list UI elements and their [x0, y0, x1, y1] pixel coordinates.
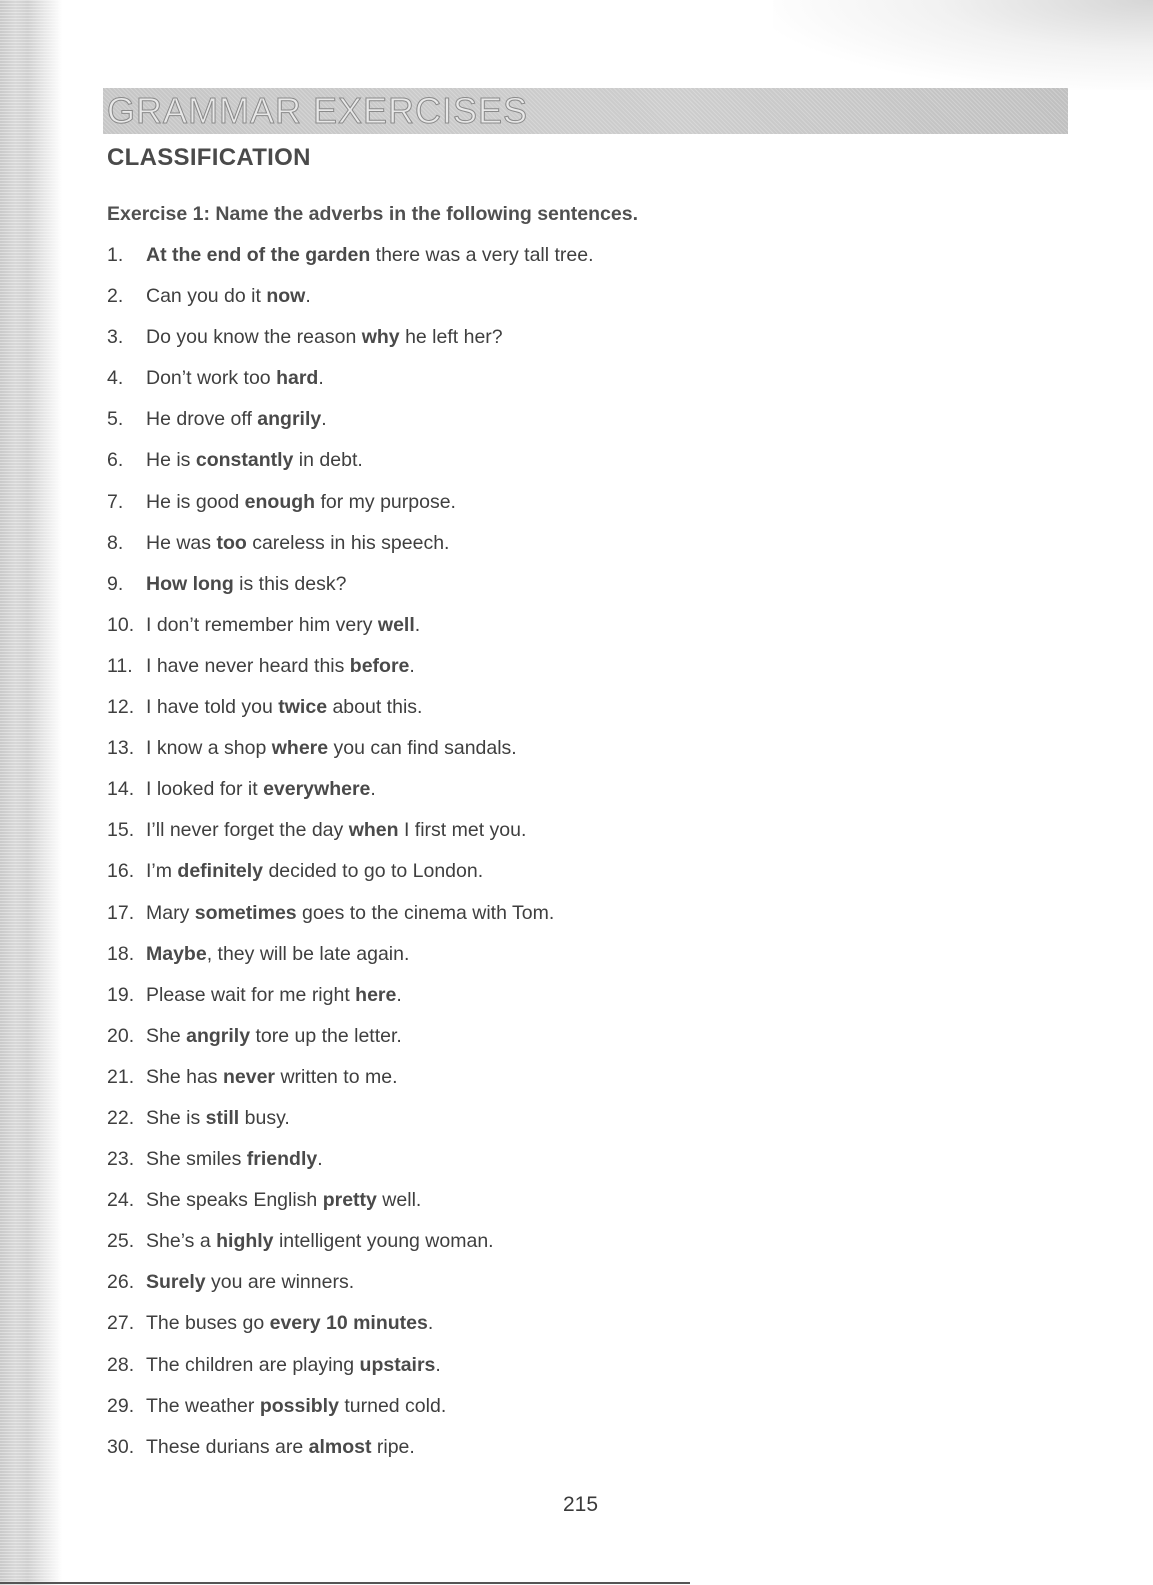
section-heading: CLASSIFICATION [107, 144, 311, 171]
sentence-fragment: . [396, 983, 402, 1006]
sentence-number: 30. [107, 1435, 135, 1458]
sentence-text [146, 733, 517, 774]
adverb-highlight: definitely [177, 860, 264, 883]
sentence-fragment: . [317, 1148, 323, 1171]
sentence-fragment: in debt. [293, 449, 363, 472]
adverb-highlight: well [377, 613, 415, 636]
sentence-text [146, 1308, 433, 1349]
sentence-fragment: She has [146, 1065, 223, 1088]
adverb-highlight: Maybe [146, 942, 207, 965]
sentence-item [107, 610, 594, 651]
sentence-text [146, 692, 422, 733]
sentence-number: 3. [107, 326, 124, 349]
adverb-highlight: pretty [322, 1189, 377, 1212]
sentence-fragment: The children are playing [146, 1353, 360, 1376]
adverb-highlight: friendly [246, 1148, 318, 1171]
sentence-fragment: . [427, 1312, 434, 1335]
sentence-item [107, 528, 594, 569]
sentence-item [107, 1350, 594, 1391]
sentence-text [146, 281, 311, 322]
sentence-item [107, 1308, 594, 1349]
sentence-fragment: Please wait for me right [146, 983, 356, 1006]
sentence-number: 9. [107, 572, 124, 595]
exercise-title: Exercise 1: Name the adverbs in the following sentences. [107, 203, 639, 225]
sentence-item [107, 240, 594, 281]
sentence-text [146, 240, 594, 281]
sentence-fragment: Mary [146, 901, 195, 924]
sentence-number: 24. [107, 1189, 135, 1212]
adverb-highlight: Surely [146, 1271, 206, 1294]
sentence-text [146, 1103, 290, 1144]
sentence-text [146, 1021, 402, 1062]
sentence-item [107, 1267, 594, 1308]
adverb-highlight: everywhere [263, 778, 371, 801]
sentence-number: 2. [107, 285, 124, 308]
adverb-highlight: too [216, 531, 247, 554]
adverb-highlight: before [349, 654, 410, 677]
sentence-text [146, 610, 420, 651]
sentence-text [146, 898, 554, 939]
sentence-fragment: well. [376, 1189, 422, 1212]
adverb-highlight: possibly [259, 1394, 339, 1417]
scan-corner-speckle [773, 0, 1153, 90]
adverb-highlight: almost [308, 1435, 372, 1458]
adverb-highlight: highly [216, 1230, 274, 1253]
sentence-text [146, 322, 503, 363]
sentence-item [107, 1103, 594, 1144]
sentence-text [146, 1062, 398, 1103]
adverb-highlight: sometimes [194, 901, 297, 924]
sentence-number: 22. [107, 1106, 135, 1129]
adverb-highlight: now [266, 285, 306, 308]
sentence-text [146, 404, 327, 445]
sentence-item [107, 651, 594, 692]
sentence-fragment: . [435, 1353, 441, 1376]
sentence-fragment: . [414, 613, 421, 636]
sentence-item [107, 980, 594, 1021]
sentence-number: 11. [107, 654, 133, 677]
sentence-number: 21. [107, 1065, 135, 1088]
sentence-number: 25. [107, 1230, 135, 1253]
sentence-number: 20. [107, 1024, 135, 1047]
page-number: 215 [563, 1493, 599, 1516]
sentence-number: 17. [107, 901, 135, 924]
sentence-fragment: , they will be late again. [206, 942, 410, 965]
sentence-number: 8. [107, 531, 124, 554]
sentence-fragment: . [321, 408, 327, 431]
sentence-number: 10. [107, 613, 135, 636]
sentence-fragment: . [370, 778, 376, 801]
sentence-item [107, 1144, 594, 1185]
sentence-fragment: tore up the letter. [250, 1024, 402, 1047]
sentence-number: 23. [107, 1148, 135, 1171]
sentence-item [107, 1185, 594, 1226]
sentence-item [107, 569, 594, 610]
sentence-item [107, 898, 594, 939]
sentence-fragment: I’ll never forget the day [146, 819, 349, 842]
sentence-item [107, 815, 594, 856]
sentence-number: 15. [107, 819, 135, 842]
sentence-text [146, 1267, 354, 1308]
adverb-highlight: where [271, 737, 329, 760]
sentence-number: 29. [107, 1394, 135, 1417]
sentence-text [146, 939, 409, 980]
adverb-highlight: twice [278, 696, 328, 719]
sentence-text [146, 363, 324, 404]
sentence-fragment: I looked for it [146, 778, 264, 801]
sentence-number: 26. [107, 1271, 135, 1294]
sentence-number: 12. [107, 696, 135, 719]
sentence-fragment: She’s a [146, 1230, 217, 1253]
sentence-item [107, 1062, 594, 1103]
sentence-fragment: I have told you [146, 696, 279, 719]
sentence-fragment: Don’t work too [146, 367, 277, 390]
sentence-fragment: He drove off [146, 408, 258, 431]
sentence-item [107, 856, 594, 897]
sentence-item [107, 1391, 594, 1432]
sentence-fragment: goes to the cinema with Tom. [296, 901, 555, 924]
sentence-item [107, 404, 594, 445]
adverb-highlight: enough [244, 490, 316, 513]
sentence-item [107, 733, 594, 774]
sentence-number: 4. [107, 367, 124, 390]
sentence-item [107, 1432, 594, 1473]
sentence-fragment: He is [146, 449, 196, 472]
sentence-text [146, 1185, 421, 1226]
sentence-fragment: there was a very tall tree. [370, 244, 594, 266]
sentence-text [146, 774, 376, 815]
chapter-banner [103, 88, 1068, 134]
adverb-highlight: constantly [195, 449, 294, 472]
adverb-highlight: never [222, 1065, 276, 1088]
sentence-number: 28. [107, 1353, 135, 1376]
sentence-fragment: busy. [239, 1106, 290, 1129]
sentence-fragment: written to me. [275, 1065, 398, 1088]
sentence-text [146, 1350, 441, 1391]
adverb-highlight: hard [276, 367, 319, 390]
sentence-fragment: turned cold. [338, 1394, 447, 1417]
sentence-number: 14. [107, 778, 135, 801]
sentence-fragment: you can find sandals. [328, 737, 517, 760]
sentence-item [107, 445, 594, 486]
sentence-text [146, 856, 483, 897]
sentence-item [107, 939, 594, 980]
sentence-text [146, 815, 526, 856]
sentence-fragment: . [409, 654, 415, 677]
sentence-text [146, 487, 456, 528]
sentence-fragment: you are winners. [205, 1271, 355, 1294]
sentence-item [107, 281, 594, 322]
chapter-title: GRAMMAR EXERCISES [107, 90, 529, 131]
sentence-fragment: I have never heard this [146, 654, 350, 677]
sentence-text [146, 1226, 494, 1267]
adverb-highlight: here [355, 983, 397, 1006]
sentence-fragment: for my purpose. [315, 490, 456, 513]
sentence-item [107, 487, 594, 528]
adverb-highlight: why [361, 326, 400, 349]
sentence-fragment: I know a shop [146, 737, 272, 760]
sentence-fragment: I’m [146, 860, 178, 883]
sentence-fragment: These durians are [146, 1435, 309, 1458]
adverb-highlight: How long [146, 572, 234, 595]
adverb-highlight: when [348, 819, 399, 842]
sentence-number: 5. [107, 408, 124, 431]
sentence-text [146, 1391, 446, 1432]
sentence-item [107, 322, 594, 363]
adverb-highlight: upstairs [359, 1353, 436, 1376]
sentence-number: 13. [107, 737, 135, 760]
sentence-fragment: The weather [146, 1394, 260, 1417]
sentence-item [107, 1021, 594, 1062]
sentence-number: 6. [107, 449, 124, 472]
sentence-fragment: She smiles [146, 1148, 247, 1171]
sentence-fragment: ripe. [371, 1435, 415, 1458]
sentence-text [146, 569, 346, 610]
sentence-fragment: The buses go [146, 1312, 270, 1335]
sentence-fragment: he left her? [399, 326, 503, 349]
sentence-fragment: Do you know the reason [146, 326, 362, 349]
adverb-highlight: angrily [257, 408, 322, 431]
sentence-number: 18. [107, 942, 135, 965]
sentence-fragment: He is good [146, 490, 245, 513]
sentence-item [107, 363, 594, 404]
sentence-fragment: She is [146, 1106, 206, 1129]
sentence-text [146, 528, 449, 569]
sentence-fragment: about this. [327, 696, 423, 719]
sentence-fragment: intelligent young woman. [273, 1230, 494, 1253]
sentence-text [146, 1144, 323, 1185]
adverb-highlight: angrily [186, 1024, 251, 1047]
sentence-item [107, 692, 594, 733]
sentence-text [146, 445, 363, 486]
sentence-number: 1. [107, 244, 124, 266]
sentence-fragment: I don’t remember him very [146, 613, 378, 636]
sentence-item [107, 774, 594, 815]
sentence-fragment: careless in his speech. [246, 531, 450, 554]
sentence-number: 16. [107, 860, 135, 883]
sentence-fragment: is this desk? [233, 572, 347, 595]
sentence-fragment: She [146, 1024, 187, 1047]
sentence-text [146, 980, 402, 1021]
sentence-fragment: Can you do it [146, 285, 267, 308]
sentence-fragment: I first met you. [398, 819, 527, 842]
sentence-text [146, 1432, 415, 1473]
sentence-fragment: She speaks English [146, 1189, 323, 1212]
sentence-number: 7. [107, 490, 124, 513]
exercise-sentence-list [107, 240, 594, 1473]
sentence-fragment: . [318, 367, 324, 390]
adverb-highlight: still [205, 1106, 240, 1129]
sentence-fragment: He was [146, 531, 217, 554]
scan-binding-edge [0, 0, 62, 1585]
bottom-rule [0, 1582, 690, 1584]
sentence-item [107, 1226, 594, 1267]
adverb-highlight: At the end of the garden [146, 244, 371, 266]
sentence-number: 19. [107, 983, 135, 1006]
sentence-fragment: decided to go to London. [263, 860, 484, 883]
sentence-number: 27. [107, 1312, 135, 1335]
sentence-fragment: . [305, 285, 311, 308]
sentence-text [146, 651, 415, 692]
adverb-highlight: every 10 minutes [269, 1312, 428, 1335]
